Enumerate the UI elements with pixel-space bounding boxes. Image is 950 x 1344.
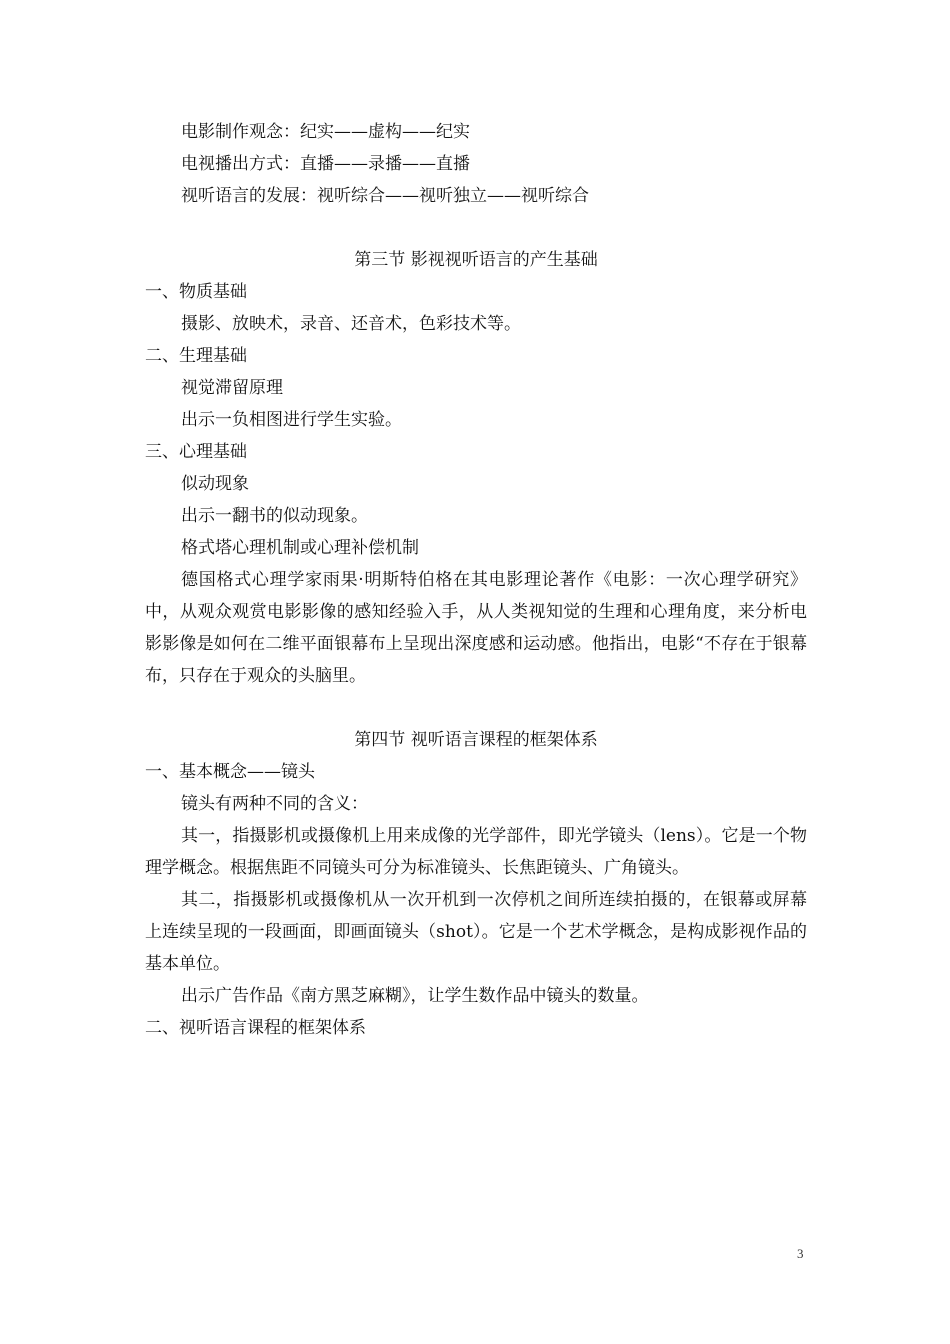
section3-psychological-text2: 出示一翻书的似动现象。 xyxy=(181,506,368,526)
section4-heading-framework: 二、视听语言课程的框架体系 xyxy=(145,1018,366,1038)
spacer xyxy=(145,692,807,724)
section4-title: 第四节 视听语言课程的框架体系 xyxy=(354,730,598,750)
section3-heading-physiological: 二、生理基础 xyxy=(145,346,247,366)
section3-heading-psychological: 三、心理基础 xyxy=(145,442,247,462)
film-concept-line: 电影制作观念：纪实——虚构——纪实 xyxy=(181,122,470,142)
page-number: 3 xyxy=(797,1246,804,1261)
section4-basic-concept-text: 镜头有两种不同的含义： xyxy=(181,794,368,814)
tv-broadcast-line: 电视播出方式：直播——录播——直播 xyxy=(181,154,470,174)
section3-munsterberg-paragraph: 德国格式心理学家雨果·明斯特伯格在其电影理论著作《电影：一次心理学研究》中，从观众观赏电影影像的感知经验入手，从人类视知觉的生理和心理角度，来分析电影影像是如何在二维平面银幕布上呈现出深度感和运动感。他指出，电影“不存在于银幕布，只存在于观众的头脑里。 xyxy=(145,570,807,686)
section3-psychological-text3: 格式塔心理机制或心理补偿机制 xyxy=(181,538,419,558)
spacer xyxy=(145,212,807,244)
section4-shot-paragraph: 其二，指摄影机或摄像机从一次开机到一次停机之间所连续拍摄的，在银幕或屏幕上连续呈现的一段画面，即画面镜头（shot）。它是一个艺术学概念，是构成影视作品的基本单位。 xyxy=(145,890,807,974)
av-development-line: 视听语言的发展：视听综合——视听独立——视听综合 xyxy=(181,186,589,206)
section3-material-text: 摄影、放映术，录音、还音术，色彩技术等。 xyxy=(181,314,521,334)
section3-psychological-text1: 似动现象 xyxy=(181,474,249,494)
section3-physiological-text2: 出示一负相图进行学生实验。 xyxy=(181,410,402,430)
section3-heading-material: 一、物质基础 xyxy=(145,282,247,302)
section4-heading-basic-concept: 一、基本概念——镜头 xyxy=(145,762,315,782)
document-body xyxy=(145,116,807,1044)
section4-lens-paragraph: 其一，指摄影机或摄像机上用来成像的光学部件，即光学镜头（lens）。它是一个物理学概念。根据焦距不同镜头可分为标准镜头、长焦距镜头、广角镜头。 xyxy=(145,826,807,878)
section3-title: 第三节 影视视听语言的产生基础 xyxy=(354,250,598,270)
section3-physiological-text1: 视觉滞留原理 xyxy=(181,378,283,398)
section4-ad-paragraph: 出示广告作品《南方黑芝麻糊》，让学生数作品中镜头的数量。 xyxy=(181,986,649,1006)
